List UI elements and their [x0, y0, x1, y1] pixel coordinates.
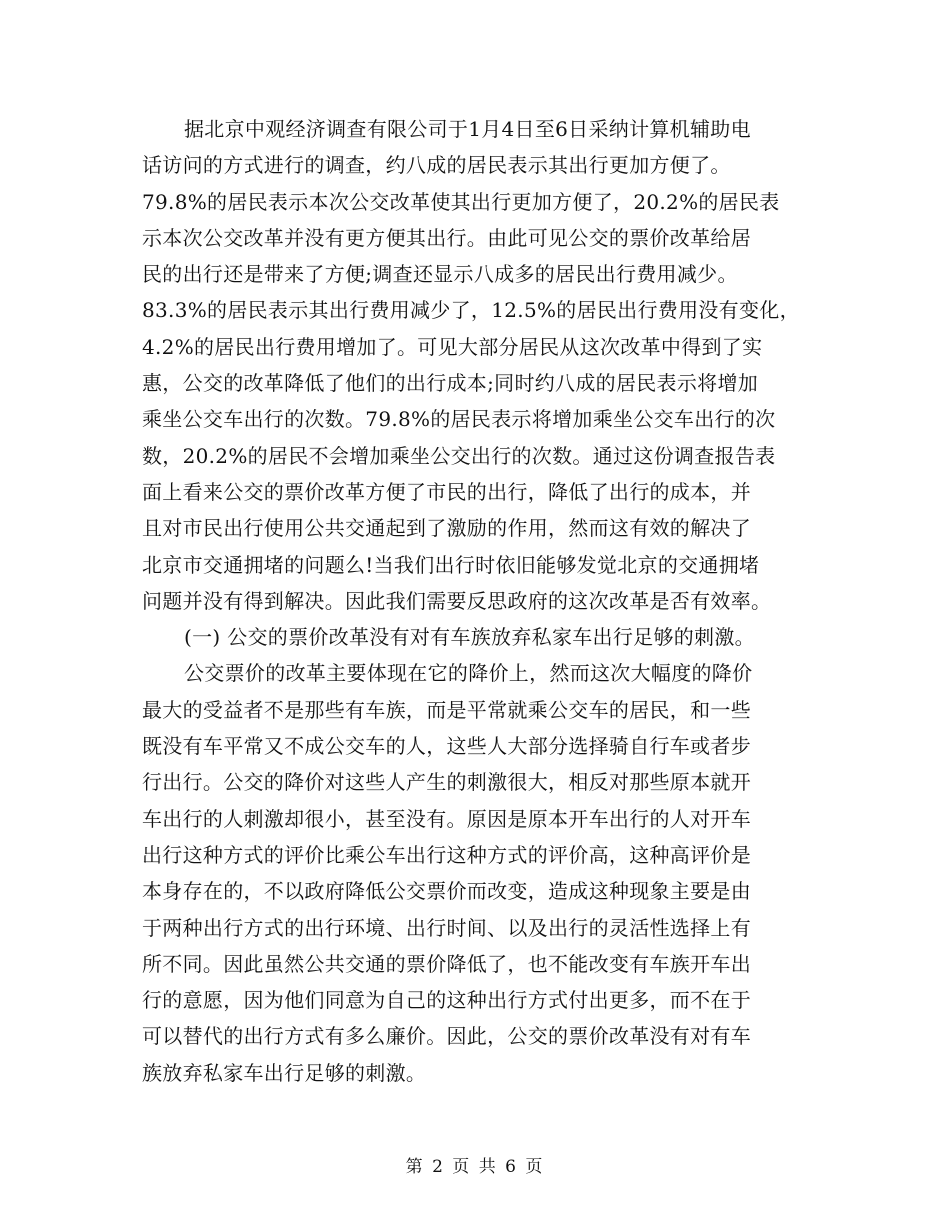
paragraph-line: 话访问的方式进行的调查，约八成的居民表示其出行更加方便了。 — [142, 153, 731, 178]
paragraph-line: 且对市民出行使用公共交通起到了激励的作用，然而这有效的解决了 — [142, 516, 751, 541]
paragraph-line: 据北京中观经济调查有限公司于1月4日至6日采纳计算机辅助电 — [184, 117, 751, 141]
paragraph-line: 示本次公交改革并没有更方便其出行。由此可见公交的票价改革给居 — [142, 225, 751, 250]
paragraph-line: 83.3%的居民表示其出行费用减少了，12.5%的居民出行费用没有变化， — [142, 298, 800, 323]
paragraph-line: 于两种出行方式的出行环境、出行时间、以及出行的灵活性选择上有 — [142, 915, 751, 940]
page-number-footer: 第 2 页 共 6 页 — [405, 1157, 545, 1177]
paragraph-line: 行的意愿，因为他们同意为自己的这种出行方式付出更多，而不在于 — [142, 988, 751, 1013]
paragraph-line: 北京市交通拥堵的问题么!当我们出行时依旧能够发觉北京的交通拥堵 — [142, 552, 760, 577]
paragraph-line: 问题并没有得到解决。因此我们需要反思政府的这次改革是否有效率。 — [142, 588, 772, 613]
paragraph-line: 本身存在的，不以政府降低公交票价而改变，造成这种现象主要是由 — [142, 879, 751, 904]
paragraph-line: 车出行的人刺激却很小，甚至没有。原因是原本开车出行的人对开车 — [142, 806, 751, 831]
paragraph-line: 数，20.2%的居民不会增加乘坐公交出行的次数。通过这份调查报告表 — [142, 443, 776, 468]
paragraph-line: 面上看来公交的票价改革方便了市民的出行，降低了出行的成本，并 — [142, 479, 751, 504]
paragraph-line: 可以替代的出行方式有多么廉价。因此，公交的票价改革没有对有车 — [142, 1024, 751, 1049]
paragraph-line: 既没有车平常又不成公交车的人，这些人大部分选择骑自行车或者步 — [142, 734, 751, 759]
paragraph-line: 79.8%的居民表示本次公交改革使其出行更加方便了，20.2%的居民表 — [142, 189, 780, 214]
paragraph-line: 惠，公交的改革降低了他们的出行成本;同时约八成的居民表示将增加 — [142, 371, 759, 396]
body-text — [142, 111, 817, 1091]
paragraph-line: 4.2%的居民出行费用增加了。可见大部分居民从这次改革中得到了实 — [142, 334, 763, 359]
paragraph-line: 最大的受益者不是那些有车族，而是平常就乘公交车的居民，和一些 — [142, 697, 751, 722]
section-heading: (一) 公交的票价改革没有对有车族放弃私家车出行足够的刺激。 — [184, 625, 755, 650]
paragraph-line: 民的出行还是带来了方便;调查还显示八成多的居民出行费用减少。 — [142, 262, 738, 287]
paragraph-line: 乘坐公交车出行的次数。79.8%的居民表示将增加乘坐公交车出行的次 — [142, 407, 776, 432]
paragraph-line: 族放弃私家车出行足够的刺激。 — [142, 1060, 427, 1085]
paragraph-line: 所不同。因此虽然公共交通的票价降低了，也不能改变有车族开车出 — [142, 951, 751, 976]
paragraph-line: 公交票价的改革主要体现在它的降价上，然而这次大幅度的降价 — [184, 661, 753, 686]
paragraph-line: 出行这种方式的评价比乘公车出行这种方式的评价高，这种高评价是 — [142, 842, 751, 867]
paragraph-line: 行出行。公交的降价对这些人产生的刺激很大，相反对那些原本就开 — [142, 770, 751, 795]
